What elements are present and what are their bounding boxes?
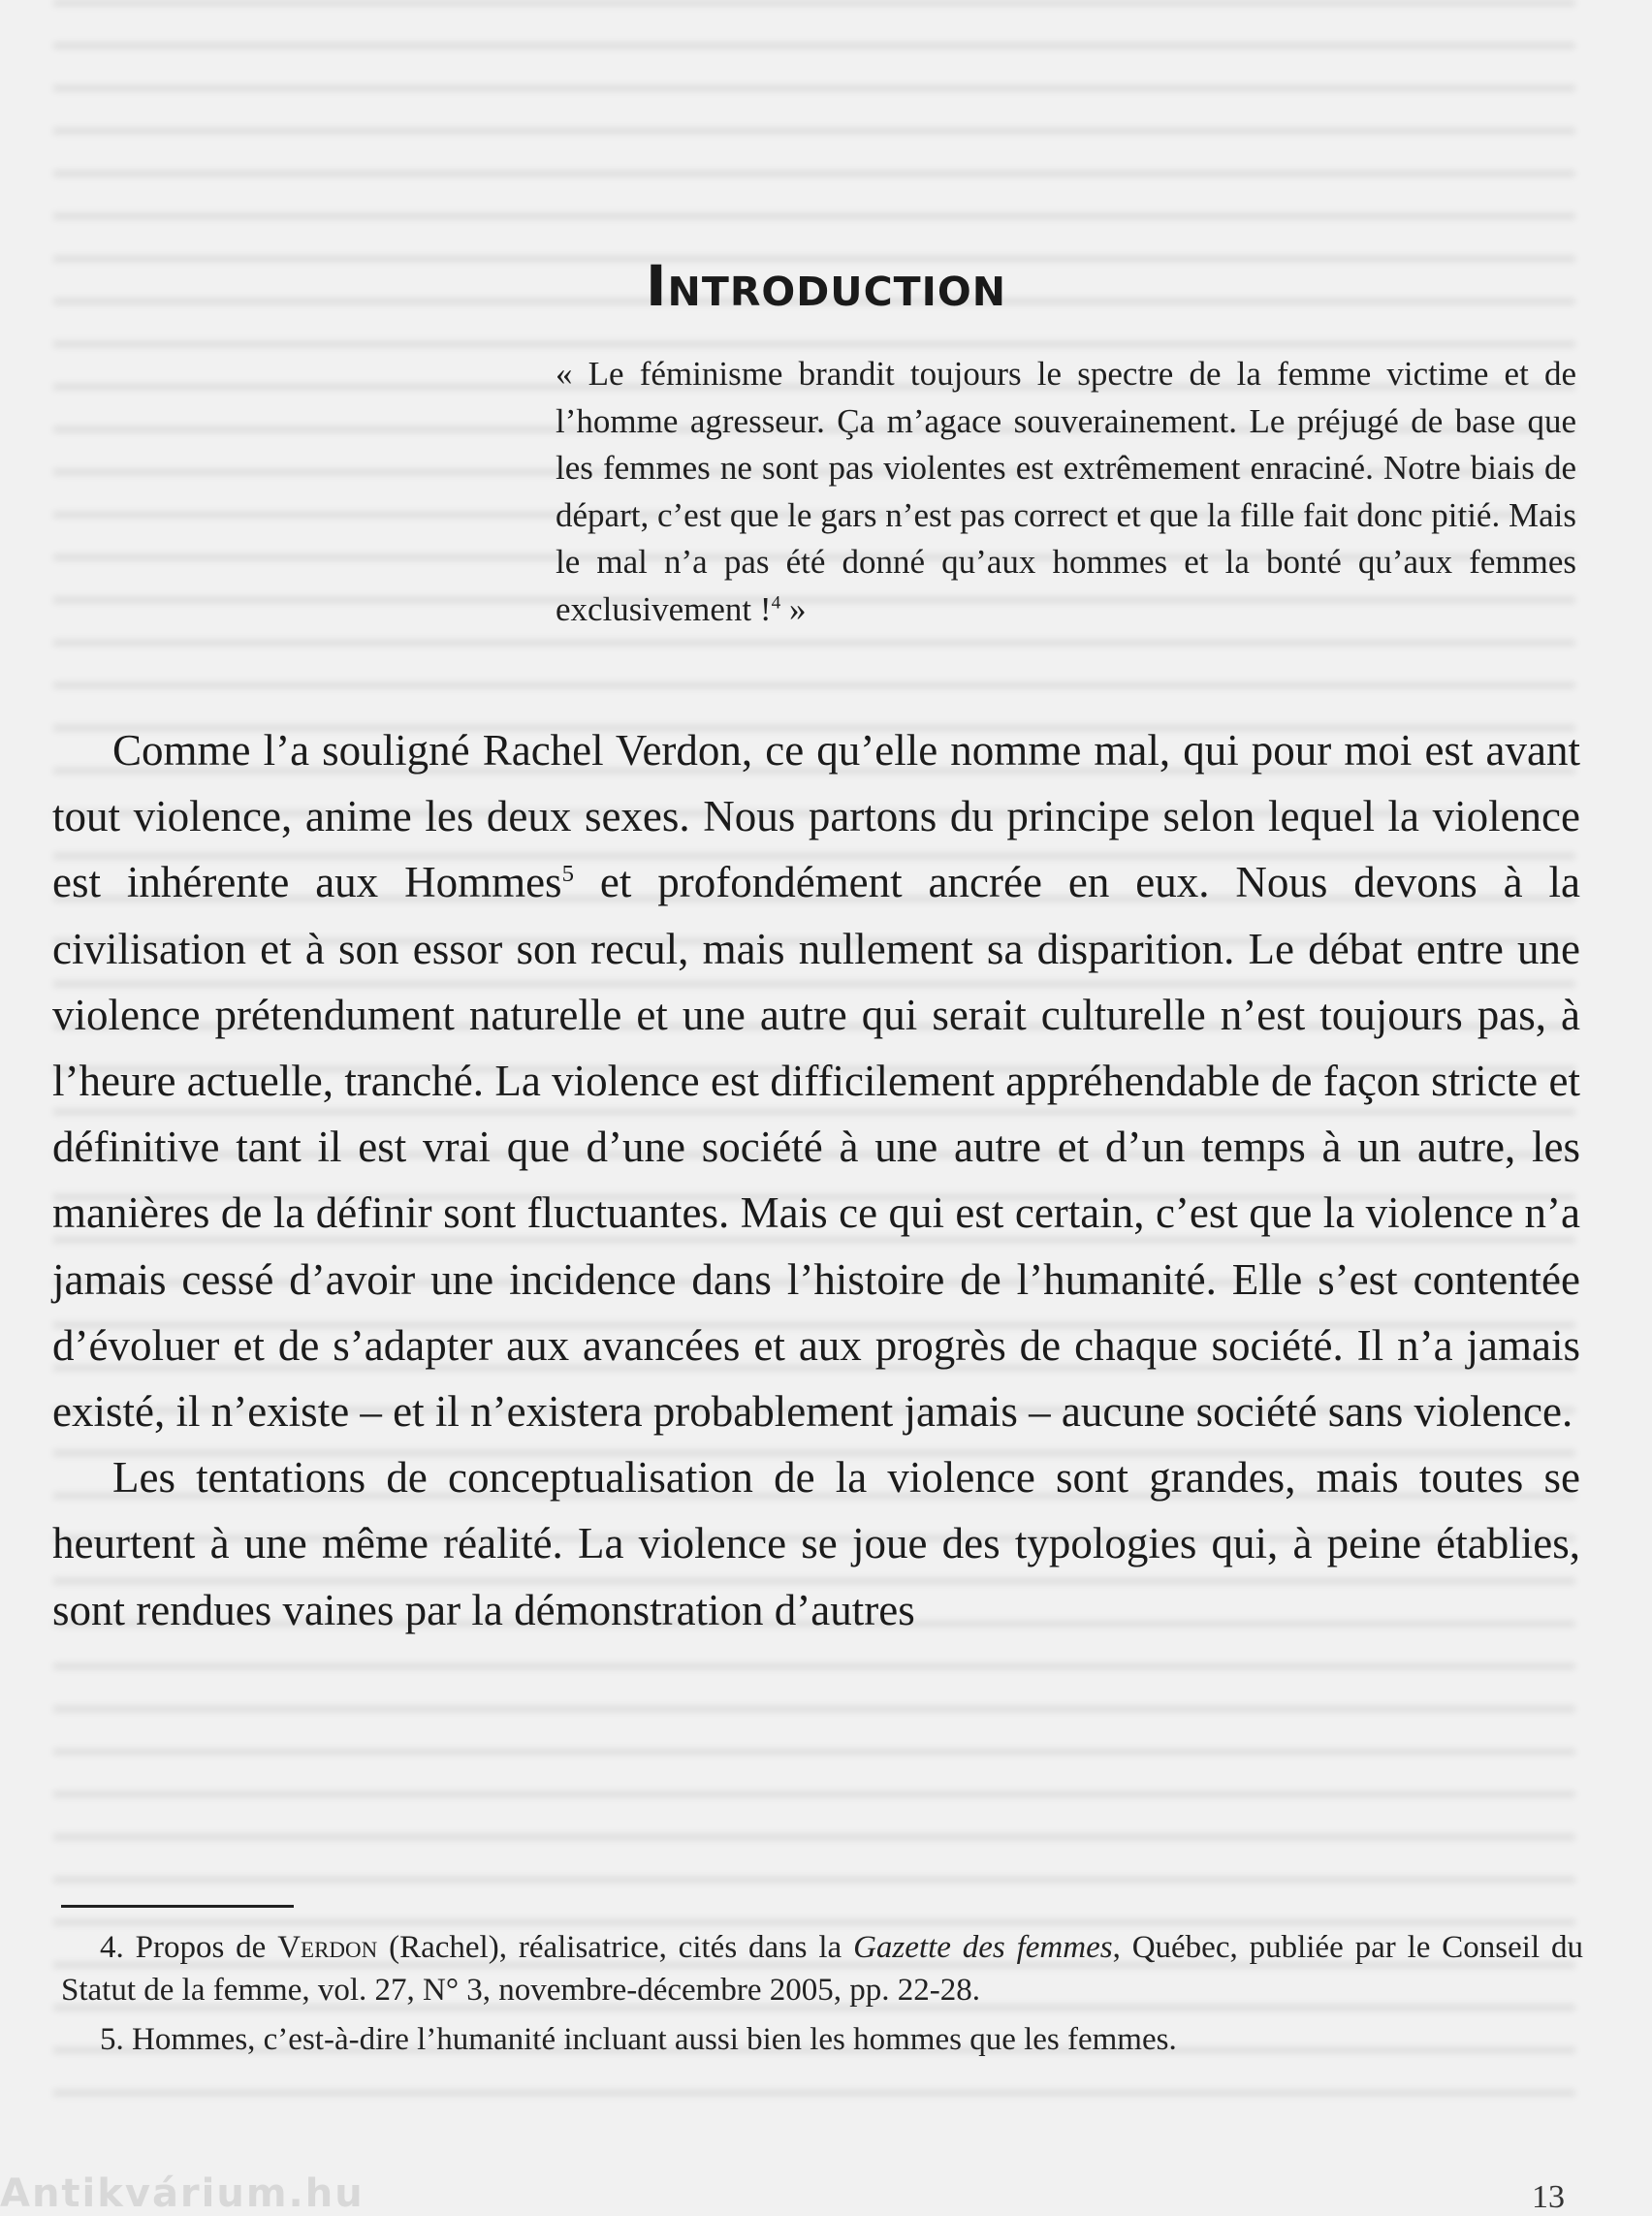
footnote-5: 5. Hommes, c’est-à-dire l’humanité incluant aussi bien les hommes que les femmes.: [100, 2022, 1177, 2057]
footnote-separator: [61, 1905, 294, 1908]
footnote-ref-4: 4: [771, 591, 781, 613]
footnote-4-prefix: 4. Propos de: [100, 1930, 278, 1965]
paragraph-1-end: et profondément ancrée en eux. Nous devons à la civilisation et à son essor son recul, mais nullement sa disparition. Le débat entre une violence prétendument naturelle et une autre qui serait culturelle n’est toujours pas, à l’heure actuelle, tranché. La violence est difficilement appréhendable de façon stricte et définitive tant il est vrai que d’une société à une autre et d’un temps à un autre, les manières de la définir sont fluctuantes. Mais ce qui est certain, c’est que la violence n’a jamais cessé d’avoir une incidence dans l’histoire de l’humanité. Elle s’est contentée d’évoluer et de s’adapter aux avancées et aux progrès de chaque société. Il n’a jamais existé, il n’existe – et il n’existera probablement jamais – aucune société sans violence.: [52, 858, 1581, 1437]
footnote-4: [61, 1926, 1583, 2011]
chapter-heading: Introduction: [645, 252, 1007, 319]
main-text: [52, 717, 1580, 1643]
watermark: Antikvárium.hu: [0, 2171, 365, 2216]
footnote-4-publication: Gazette des femmes: [853, 1930, 1113, 1965]
footnote-4-mid: (Rachel), réalisatrice, cités dans la: [377, 1930, 854, 1965]
paragraph-1-start: Comme l’a souligné Rachel Verdon, ce qu’elle nomme mal, qui pour moi est avant tout violence, anime les deux sexes. Nous partons du principe selon lequel la violence est inhérente aux Hommes: [52, 726, 1580, 907]
footnote-4-author: Verdon: [277, 1930, 378, 1965]
footnote-ref-5: 5: [561, 861, 574, 888]
paragraph-2: Les tentations de conceptualisation de la violence sont grandes, mais toutes se heurtent à une même réalité. La violence se joue des typologies qui, à peine établies, sont rendues vaines par la démonstration d’autres: [52, 1453, 1580, 1634]
footnote-4-suffix: , Québec, publiée par le Conseil du Statut de la femme, vol. 27, N° 3, novembre-décembre 2005, pp. 22-28.: [61, 1930, 1583, 2008]
epigraph-quote: [556, 351, 1576, 633]
epigraph-text: « Le féminisme brandit toujours le spectre de la femme victime et de l’homme agresseur. Ça m’agace souverainement. Le préjugé de base que les femmes ne sont pas violentes est extrêmement enraciné. Notre biais de départ, c’est que le gars n’est pas correct et que la fille fait donc pitié. Mais le mal n’a pas été donné qu’aux hommes et la bonté qu’aux femmes exclusivement !: [556, 355, 1576, 628]
paragraph-1: [52, 717, 1580, 1444]
page-number: 13: [1532, 2179, 1565, 2215]
footnotes: [61, 1926, 1583, 2068]
epigraph-closing: »: [780, 589, 807, 628]
